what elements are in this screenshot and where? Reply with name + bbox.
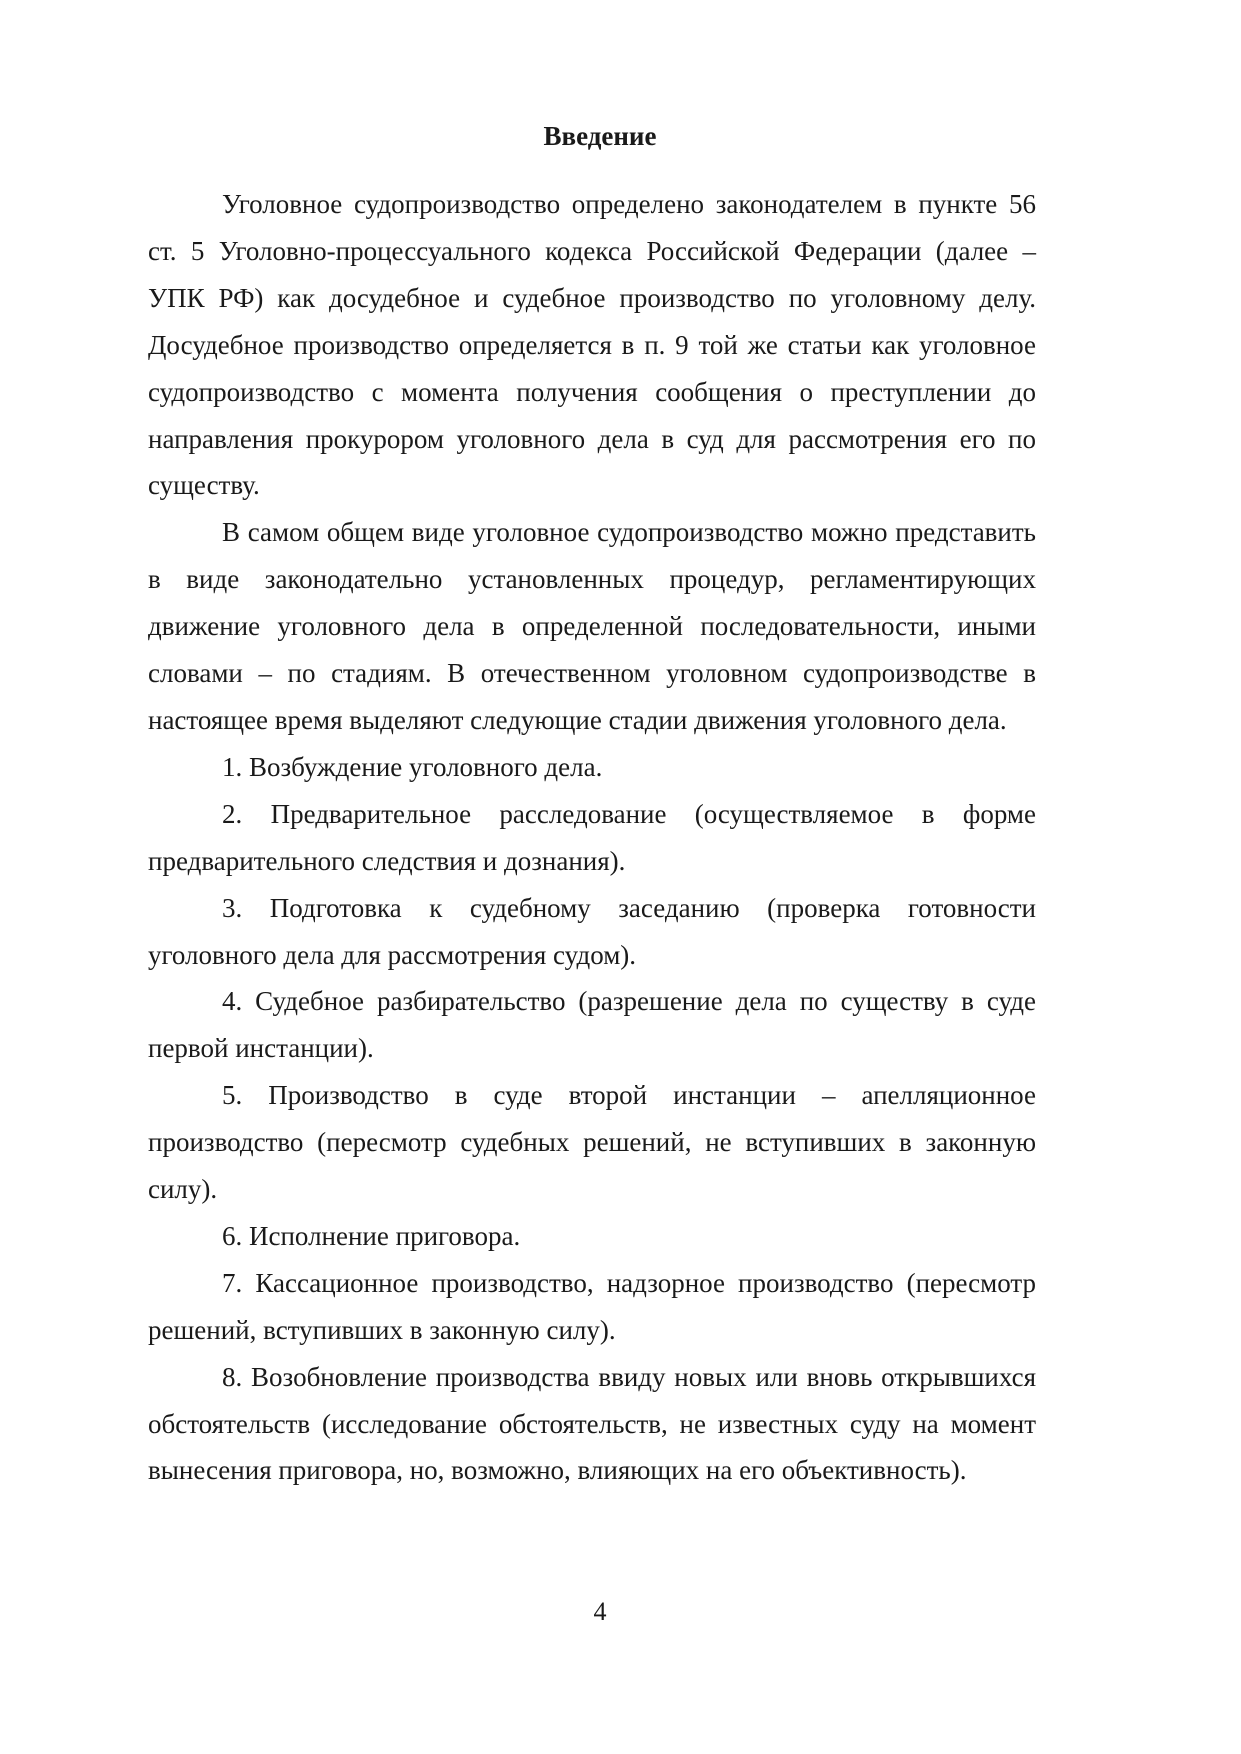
paragraph-stages-overview: В самом общем виде уголовное судопроизводство можно представить в виде законодательно установленных процедур, регламентирующих движение уголовного дела в определенной последовательности, иными словами – по стадиям. В отечественном уголовном судопроизводстве в настоящее время выделяют следующие стадии движения уголовного дела. <box>148 517 1036 735</box>
list-item-stage-2: 2. Предварительное расследование (осуществляемое в форме предварительного следствия и дознания). <box>148 798 1036 876</box>
list-item-stage-1: 1. Возбуждение уголовного дела. <box>222 751 603 782</box>
list-item-stage-7: 7. Кассационное производство, надзорное производство (пересмотр решений, вступивших в законную силу). <box>148 1267 1036 1345</box>
list-item-stage-4: 4. Судебное разбирательство (разрешение дела по существу в суде первой инстанции). <box>148 986 1036 1064</box>
list-item-stage-5: 5. Производство в суде второй инстанции – апелляционное производство (пересмотр судебных решений, не вступивших в законную силу). <box>148 1080 1036 1205</box>
page-number: 4 <box>593 1597 607 1626</box>
list-item-stage-3: 3. Подготовка к судебному заседанию (проверка готовности уголовного дела для рассмотрения судом). <box>148 892 1036 970</box>
document-body <box>148 181 1036 1494</box>
list-item-stage-6: 6. Исполнение приговора. <box>222 1220 521 1251</box>
page-title: Введение <box>543 121 657 151</box>
paragraph-intro: Уголовное судопроизводство определено законодателем в пункте 56 ст. 5 Уголовно-процессуального кодекса Российской Федерации (далее – УПК РФ) как досудебное и судебное производство по уголовному делу. Досудебное производство определяется в п. 9 той же статьи как уголовное судопроизводство с момента получения сообщения о преступлении до направления прокурором уголовного дела в суд для рассмотрения его по существу. <box>148 189 1036 501</box>
list-item-stage-8: 8. Возобновление производства ввиду новых или вновь открывшихся обстоятельств (исследование обстоятельств, не известных суду на момент вынесения приговора, но, возможно, влияющих на его объективность). <box>148 1361 1036 1486</box>
